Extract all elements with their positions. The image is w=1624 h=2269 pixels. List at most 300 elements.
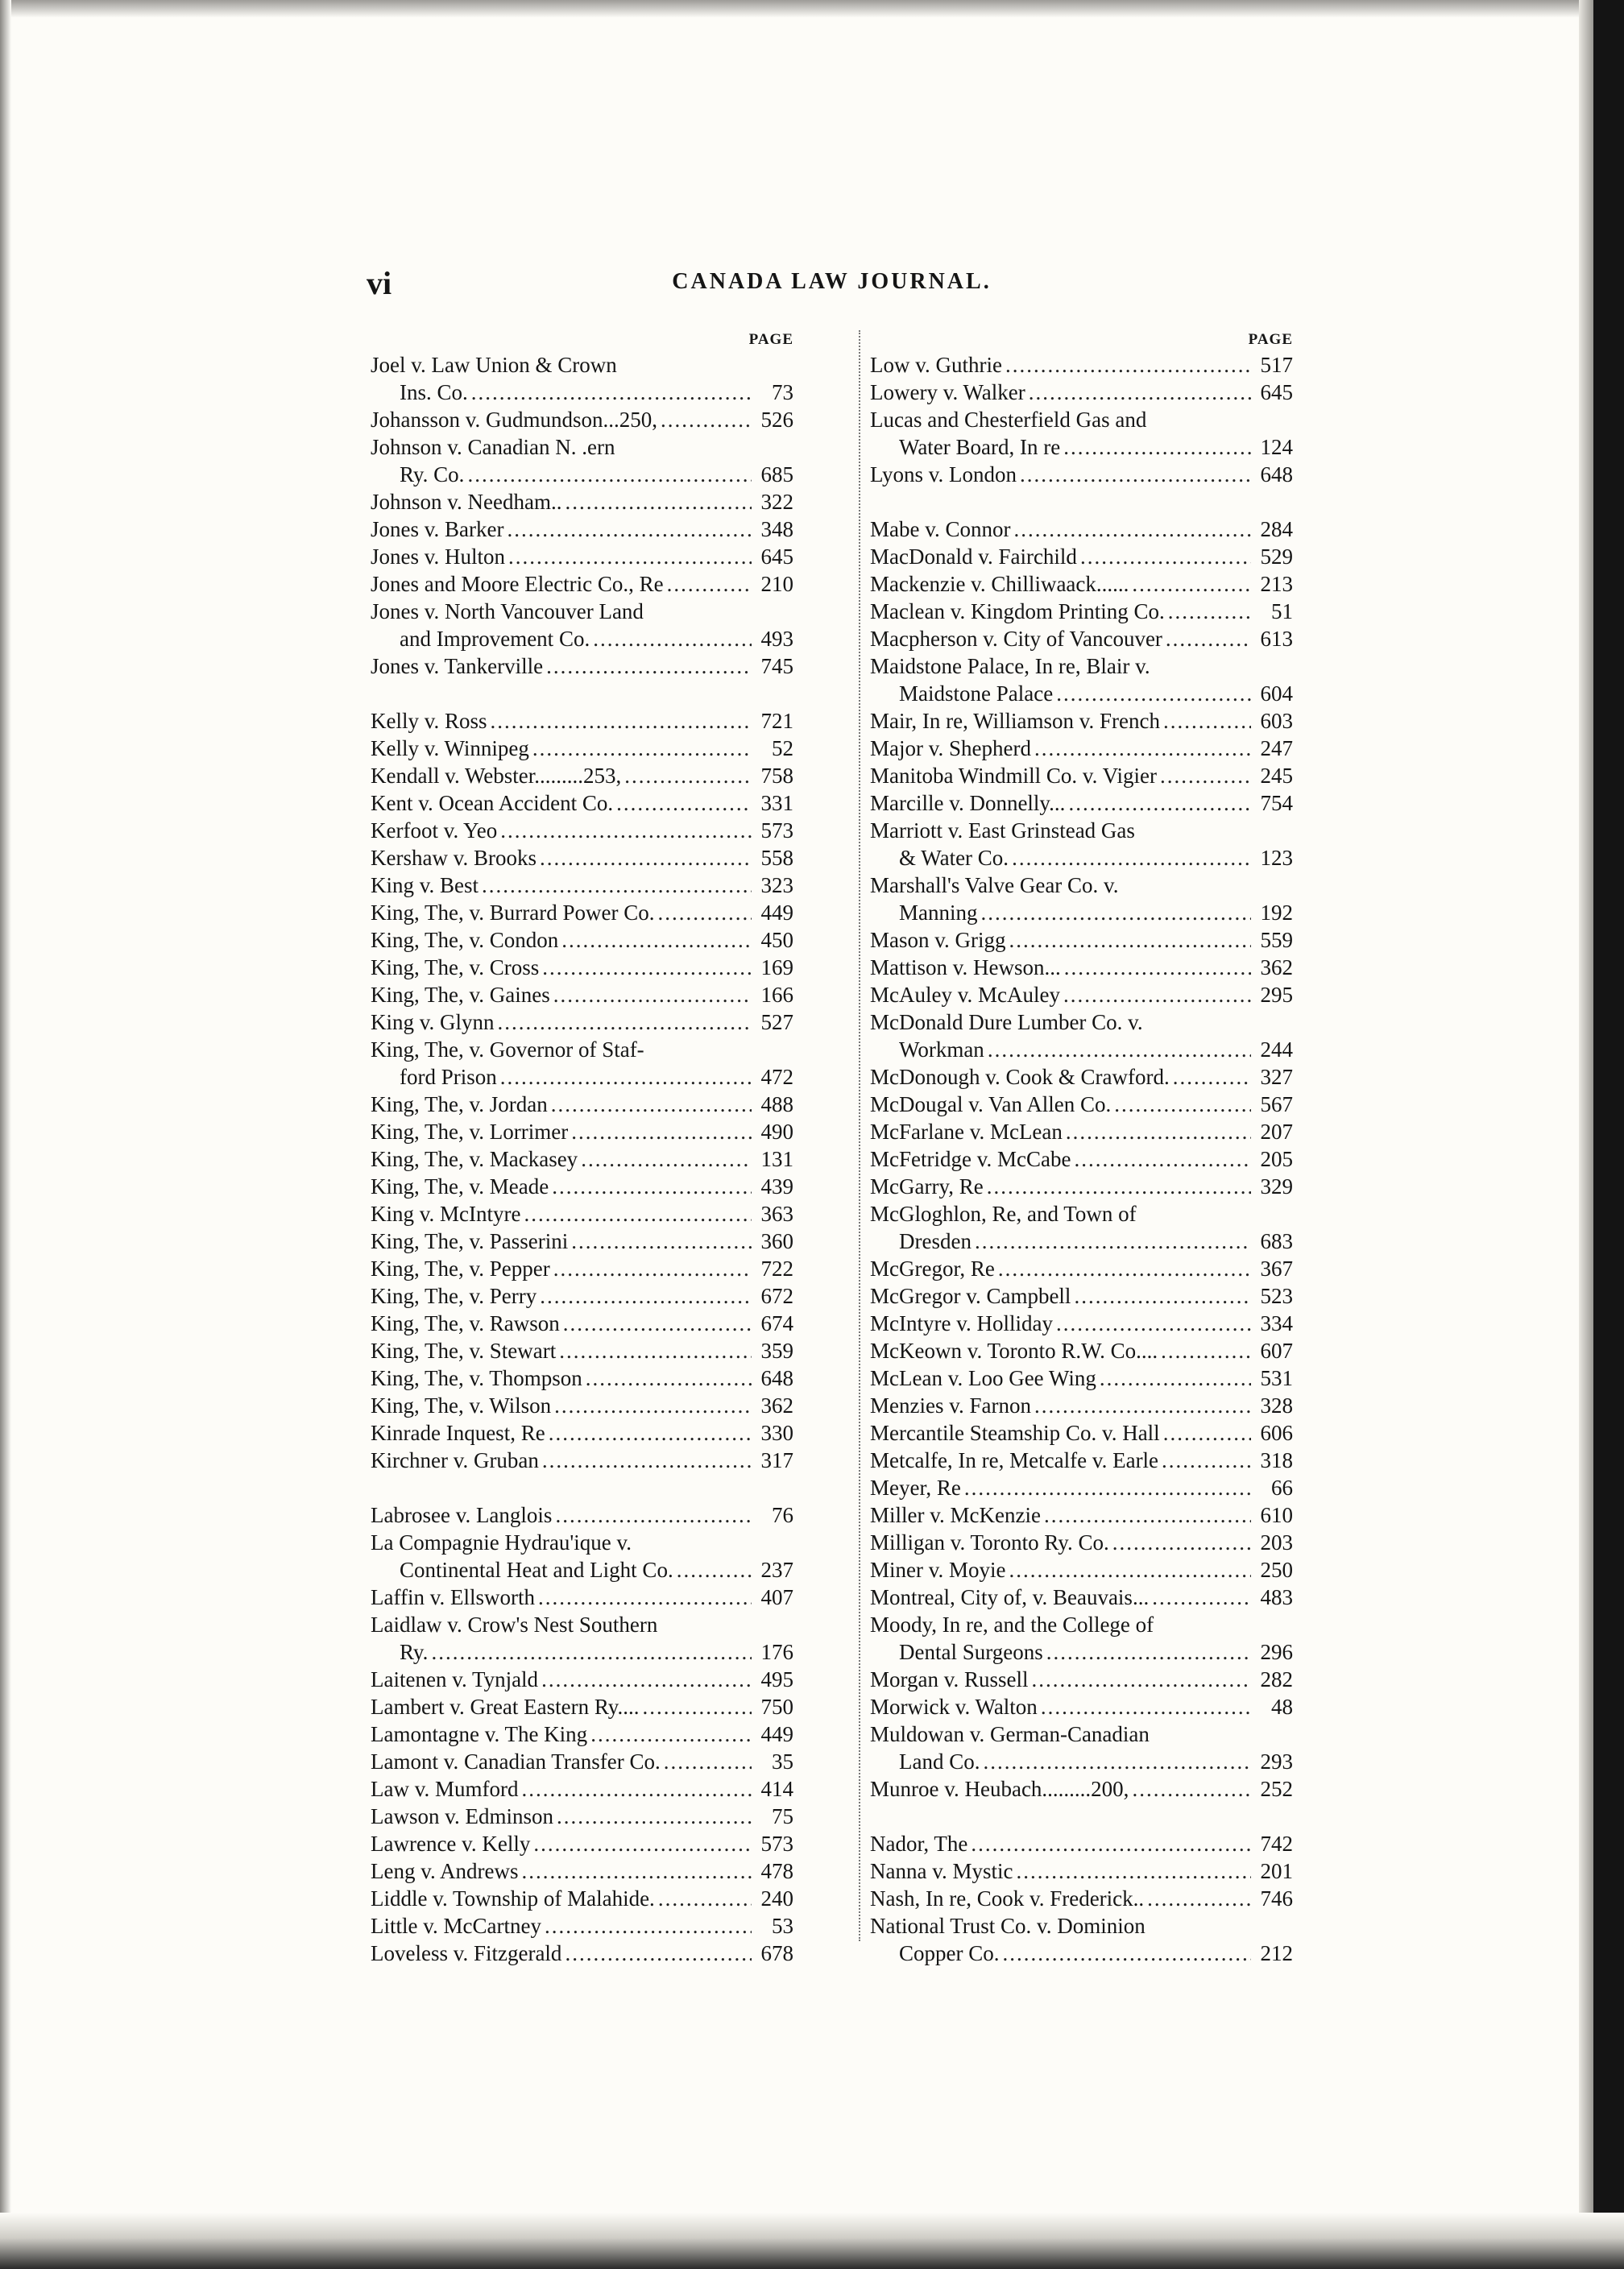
index-entry: [371, 1447, 793, 1474]
page-reference: 66: [1271, 1476, 1293, 1500]
page-reference: 490: [760, 1120, 793, 1144]
page-reference: 327: [1260, 1065, 1293, 1089]
index-entry: [870, 981, 1293, 1008]
dot-leader: [1074, 1145, 1251, 1173]
index-entry: [371, 981, 793, 1008]
case-name: Liddle v. Township of Malahide.: [371, 1886, 655, 1911]
page-reference: 529: [1260, 544, 1293, 569]
case-name: Morgan v. Russell: [870, 1667, 1029, 1691]
case-name: McGloghlon, Re, and Town of: [870, 1202, 1137, 1226]
dot-leader: [542, 1447, 752, 1474]
case-name: King, The, v. Jordan: [371, 1092, 548, 1116]
index-entry-continuation: [371, 1556, 793, 1584]
index-entry-continuation: [870, 844, 1293, 872]
case-name: Mackenzie v. Chilliwaack......: [870, 572, 1129, 596]
index-entry: [371, 488, 793, 515]
page-reference: 282: [1260, 1667, 1293, 1691]
page-reference: 363: [760, 1202, 793, 1226]
dot-leader: [431, 1638, 752, 1666]
dot-leader: [664, 1748, 752, 1775]
dot-leader: [1152, 1584, 1251, 1611]
dot-leader: [1066, 1118, 1251, 1145]
dot-leader: [657, 899, 752, 926]
dot-leader: [1009, 1556, 1251, 1584]
dot-leader: [1009, 926, 1252, 954]
dot-leader: [1041, 1693, 1251, 1720]
page-reference: 558: [760, 846, 793, 870]
index-entry: [371, 1173, 793, 1200]
index-entry: [371, 1200, 793, 1228]
dot-leader: [658, 1885, 752, 1912]
case-name: Ry.: [400, 1640, 429, 1664]
index-entry: [371, 789, 793, 817]
case-name: Law v. Mumford: [371, 1777, 519, 1801]
case-name: Jones v. Barker: [371, 517, 504, 541]
index-entry: [371, 1748, 793, 1775]
dot-leader: [1163, 707, 1251, 735]
index-entry: [371, 954, 793, 981]
dot-leader: [581, 1145, 752, 1173]
index-entry: [371, 598, 793, 625]
dot-leader: [1063, 981, 1251, 1008]
index-entry: [870, 1693, 1293, 1720]
index-entry: [371, 1364, 793, 1392]
scan-edge-top: [0, 0, 1624, 18]
case-name: Milligan v. Toronto Ry. Co.: [870, 1530, 1109, 1555]
index-entry: [870, 652, 1293, 680]
index-entry: [870, 1857, 1293, 1885]
dot-leader: [616, 789, 752, 817]
dot-leader: [571, 1118, 752, 1145]
index-entry: [371, 707, 793, 735]
case-name: King v. Best: [371, 873, 478, 897]
case-name: Jones and Moore Electric Co., Re: [371, 572, 664, 596]
dot-leader: [1005, 351, 1251, 379]
case-name: Munroe v. Heubach.........200,: [870, 1777, 1129, 1801]
index-entry-continuation: [371, 1063, 793, 1091]
index-entry: [870, 1830, 1293, 1857]
index-entry: [371, 1145, 793, 1173]
page-reference: 745: [760, 654, 793, 678]
index-entry: [870, 762, 1293, 789]
case-name: Metcalfe, In re, Metcalfe v. Earle: [870, 1448, 1159, 1472]
dot-leader: [1114, 1091, 1251, 1118]
index-entry: [371, 1091, 793, 1118]
page-reference: 348: [760, 517, 793, 541]
dot-leader: [661, 406, 752, 433]
dot-leader: [1074, 1282, 1251, 1310]
page-reference: 523: [1260, 1284, 1293, 1308]
index-entry: [870, 926, 1293, 954]
page-reference: 330: [760, 1421, 793, 1445]
case-name: King, The, v. Thompson: [371, 1366, 582, 1390]
case-name: McLean v. Loo Gee Wing: [870, 1366, 1096, 1390]
case-name: McGregor, Re: [870, 1257, 995, 1281]
dot-leader: [491, 707, 752, 735]
index-entry: [371, 1036, 793, 1063]
page-reference: 746: [1260, 1886, 1293, 1911]
page-reference: 648: [760, 1366, 793, 1390]
section-gap: [371, 1474, 793, 1501]
index-entry: [870, 735, 1293, 762]
page-reference: 742: [1260, 1832, 1293, 1856]
case-name: King, The, v. Wilson: [371, 1393, 552, 1418]
section-gap: [870, 488, 1293, 515]
dot-leader: [1020, 461, 1251, 488]
index-entry: [870, 1337, 1293, 1364]
index-entry: [870, 954, 1293, 981]
case-name: Nash, In re, Cook v. Frederick..: [870, 1886, 1145, 1911]
page-reference: 52: [772, 736, 793, 760]
index-entry: [371, 1775, 793, 1803]
page-reference: 295: [1260, 983, 1293, 1007]
page-reference: 527: [760, 1010, 793, 1034]
case-name: & Water Co.: [899, 846, 1009, 870]
page-reference: 567: [1260, 1092, 1293, 1116]
case-name: Lambert v. Great Eastern Ry....: [371, 1695, 640, 1719]
page-reference: 526: [760, 408, 793, 432]
index-entry: [371, 1912, 793, 1940]
dot-leader: [1034, 735, 1251, 762]
index-entry: [870, 789, 1293, 817]
dot-leader: [975, 1228, 1251, 1255]
dot-leader: [1132, 1775, 1251, 1803]
dot-leader: [521, 1857, 752, 1885]
dot-leader: [571, 1228, 752, 1255]
case-name: La Compagnie Hydrau'ique v.: [371, 1530, 632, 1555]
page-reference: 48: [1271, 1695, 1293, 1719]
page-reference: 495: [760, 1667, 793, 1691]
case-name: King v. Glynn: [371, 1010, 495, 1034]
index-entry-continuation: [371, 1638, 793, 1666]
dot-leader: [1029, 379, 1251, 406]
case-name: Johnson v. Canadian N. .ern: [371, 435, 615, 459]
case-name: King, The, v. Rawson: [371, 1311, 560, 1335]
index-entry-continuation: [371, 379, 793, 406]
case-name: Mattison v. Hewson...: [870, 955, 1061, 979]
page-reference: 328: [1260, 1393, 1293, 1418]
index-entry: [371, 1529, 793, 1556]
index-entry: [371, 1584, 793, 1611]
dot-leader: [471, 379, 752, 406]
index-entry: [371, 817, 793, 844]
page-reference: 250: [1260, 1558, 1293, 1582]
page-reference: 323: [760, 873, 793, 897]
index-entry: [371, 899, 793, 926]
case-name: McKeown v. Toronto R.W. Co....: [870, 1339, 1158, 1363]
case-name: Jones v. Tankerville: [371, 654, 544, 678]
dot-leader: [988, 1036, 1251, 1063]
dot-leader: [677, 1556, 752, 1584]
case-name: Marcille v. Donnelly...: [870, 791, 1066, 815]
page-reference: 331: [760, 791, 793, 815]
dot-leader: [498, 1008, 752, 1036]
page-reference: 754: [1260, 791, 1293, 815]
dot-leader: [1044, 1501, 1251, 1529]
dot-leader: [521, 1775, 752, 1803]
dot-leader: [541, 1666, 752, 1693]
entry-list-right: [870, 351, 1293, 1967]
index-entry: [371, 1310, 793, 1337]
index-entry: [870, 1447, 1293, 1474]
index-entry-continuation: [870, 1036, 1293, 1063]
case-name: Lucas and Chesterfield Gas and: [870, 408, 1147, 432]
page-reference: 449: [760, 901, 793, 925]
index-entry: [870, 1529, 1293, 1556]
index-entry-continuation: [870, 680, 1293, 707]
page-reference: 439: [760, 1174, 793, 1199]
index-entry: [371, 1720, 793, 1748]
page-reference: 203: [1260, 1530, 1293, 1555]
case-name: Muldowan v. German-Canadian: [870, 1722, 1150, 1746]
case-name: Continental Heat and Light Co.: [400, 1558, 673, 1582]
page-reference: 213: [1260, 572, 1293, 596]
case-name: Manitoba Windmill Co. v. Vigier: [870, 764, 1158, 788]
page-column-label: PAGE: [1248, 331, 1293, 348]
index-entry-continuation: [870, 899, 1293, 926]
dot-leader: [586, 1364, 752, 1392]
page-reference: 607: [1260, 1339, 1293, 1363]
index-entry-continuation: [870, 1638, 1293, 1666]
case-name: Major v. Shepherd: [870, 736, 1031, 760]
scan-edge-right: [1593, 0, 1624, 2269]
index-entry: [870, 1091, 1293, 1118]
page-reference: 758: [760, 764, 793, 788]
index-entry: [371, 570, 793, 598]
index-entry: [870, 1419, 1293, 1447]
page-reference: 176: [760, 1640, 793, 1664]
page-reference: 360: [760, 1229, 793, 1253]
page-reference: 244: [1260, 1037, 1293, 1062]
case-name: Nanna v. Mystic: [870, 1859, 1013, 1883]
case-name: Copper Co.: [899, 1941, 1000, 1965]
dot-leader: [1064, 954, 1251, 981]
case-name: Nador, The: [870, 1832, 968, 1856]
index-entry: [870, 543, 1293, 570]
dot-leader: [981, 899, 1252, 926]
case-name: Jones v. North Vancouver Land: [371, 599, 644, 623]
index-entry: [371, 351, 793, 379]
index-entry: [870, 1584, 1293, 1611]
page-header: [367, 264, 1297, 304]
dot-leader: [559, 1337, 752, 1364]
scan-edge-bottom: [0, 2213, 1624, 2269]
column-divider: [859, 330, 860, 1941]
case-name: Johansson v. Gudmundson...250,: [371, 408, 658, 432]
case-name: Laffin v. Ellsworth: [371, 1585, 535, 1609]
page-reference: 237: [760, 1558, 793, 1582]
case-name: Laitenen v. Tynjald: [371, 1667, 539, 1691]
dot-leader: [667, 570, 752, 598]
dot-leader: [542, 954, 752, 981]
case-name: Kerfoot v. Yeo: [371, 818, 498, 843]
index-entry-continuation: [870, 1748, 1293, 1775]
case-name: Lamont v. Canadian Transfer Co.: [371, 1749, 661, 1774]
page-number: vi: [367, 265, 392, 301]
page-reference: 648: [1260, 462, 1293, 487]
page-reference: 329: [1260, 1174, 1293, 1199]
page-reference: 131: [760, 1147, 793, 1171]
dot-leader: [1056, 680, 1251, 707]
index-entry: [870, 1501, 1293, 1529]
page-reference: 240: [760, 1886, 793, 1911]
page-reference: 123: [1260, 846, 1293, 870]
case-name: Kershaw v. Brooks: [371, 846, 536, 870]
page-reference: 210: [760, 572, 793, 596]
index-entry: [371, 1228, 793, 1255]
page-reference: 76: [772, 1503, 793, 1527]
dot-leader: [552, 1173, 752, 1200]
index-entry: [371, 1857, 793, 1885]
index-entry: [371, 433, 793, 461]
page-reference: 610: [1260, 1503, 1293, 1527]
index-entry-continuation: [870, 1940, 1293, 1967]
case-name: Moody, In re, and the College of: [870, 1613, 1154, 1637]
page-reference: 604: [1260, 681, 1293, 706]
page-reference: 169: [760, 955, 793, 979]
page-reference: 414: [760, 1777, 793, 1801]
index-entry: [870, 1666, 1293, 1693]
index-entry: [870, 351, 1293, 379]
dot-leader: [524, 1200, 752, 1228]
case-name: King, The, v. Stewart: [371, 1339, 557, 1363]
index-entry: [870, 598, 1293, 625]
case-name: McDougal v. Van Allen Co.: [870, 1092, 1112, 1116]
case-name: National Trust Co. v. Dominion: [870, 1914, 1146, 1938]
case-name: King, The, v. Governor of Staf-: [371, 1037, 644, 1062]
case-name: King, The, v. Gaines: [371, 983, 550, 1007]
index-entry-continuation: [870, 433, 1293, 461]
page-reference: 201: [1260, 1859, 1293, 1883]
page-reference: 252: [1260, 1777, 1293, 1801]
page-reference: 322: [760, 490, 793, 514]
page-reference: 573: [760, 818, 793, 843]
dot-leader: [1160, 762, 1251, 789]
dot-leader: [533, 1830, 752, 1857]
case-name: MacDonald v. Fairchild: [870, 544, 1077, 569]
dot-leader: [1162, 1447, 1251, 1474]
page-reference: 488: [760, 1092, 793, 1116]
index-entry: [371, 1392, 793, 1419]
page-reference: 205: [1260, 1147, 1293, 1171]
index-entry: [371, 406, 793, 433]
page-reference: 247: [1260, 736, 1293, 760]
case-name: Dresden: [899, 1229, 972, 1253]
case-name: McFetridge v. McCabe: [870, 1147, 1071, 1171]
journal-title: CANADA LAW JOURNAL.: [672, 269, 992, 294]
case-name: King, The, v. Condon: [371, 928, 559, 952]
case-name: Mason v. Grigg: [870, 928, 1006, 952]
dot-leader: [482, 872, 752, 899]
dot-leader: [554, 1392, 752, 1419]
dot-leader: [553, 981, 752, 1008]
index-entry-continuation: [371, 625, 793, 652]
index-entry: [371, 762, 793, 789]
dot-leader: [555, 1501, 752, 1529]
case-name: Low v. Guthrie: [870, 353, 1002, 377]
index-entry: [870, 1885, 1293, 1912]
dot-leader: [508, 543, 752, 570]
case-name: McDonald Dure Lumber Co. v.: [870, 1010, 1143, 1034]
index-entry: [870, 1255, 1293, 1282]
case-name: Jones v. Hulton: [371, 544, 505, 569]
case-name: Mair, In re, Williamson v. French: [870, 709, 1161, 733]
page-reference: 449: [760, 1722, 793, 1746]
dot-leader: [1173, 1063, 1251, 1091]
dot-leader: [553, 1255, 752, 1282]
case-name: Macpherson v. City of Vancouver: [870, 627, 1162, 651]
page-reference: 334: [1260, 1311, 1293, 1335]
index-entry: [371, 926, 793, 954]
index-entry: [870, 817, 1293, 844]
case-name: Marriott v. East Grinstead Gas: [870, 818, 1135, 843]
case-name: Laidlaw v. Crow's Nest Southern: [371, 1613, 658, 1637]
page-reference: 645: [1260, 380, 1293, 404]
case-name: and Improvement Co.: [400, 627, 590, 651]
page-reference: 683: [1260, 1229, 1293, 1253]
index-entry: [870, 872, 1293, 899]
case-name: McFarlane v. McLean: [870, 1120, 1063, 1144]
dot-leader: [1032, 1666, 1251, 1693]
index-entry: [870, 379, 1293, 406]
page-reference: 721: [760, 709, 793, 733]
case-name: King, The, v. Meade: [371, 1174, 549, 1199]
section-gap: [870, 1803, 1293, 1830]
page-reference: 245: [1260, 764, 1293, 788]
case-name: Maclean v. Kingdom Printing Co.: [870, 599, 1165, 623]
index-entry: [870, 1912, 1293, 1940]
index-entry: [870, 625, 1293, 652]
dot-leader: [1046, 1638, 1251, 1666]
index-entry-continuation: [870, 1228, 1293, 1255]
page-reference: 166: [760, 983, 793, 1007]
case-name: Kirchner v. Gruban: [371, 1448, 539, 1472]
dot-leader: [1163, 1419, 1251, 1447]
page-reference: 367: [1260, 1257, 1293, 1281]
case-name: ford Prison: [400, 1065, 497, 1089]
page-reference: 672: [760, 1284, 793, 1308]
case-name: Kelly v. Winnipeg: [371, 736, 529, 760]
case-name: Ins. Co.: [400, 380, 468, 404]
dot-leader: [984, 1748, 1252, 1775]
page-column-label: PAGE: [748, 331, 793, 348]
index-column-right: [870, 330, 1293, 1967]
page-reference: 603: [1260, 709, 1293, 733]
page-reference: 531: [1260, 1366, 1293, 1390]
case-name: Dental Surgeons: [899, 1640, 1043, 1664]
index-entry: [870, 1364, 1293, 1392]
dot-leader: [1013, 515, 1251, 543]
index-entry: [870, 1118, 1293, 1145]
page-reference: 478: [760, 1859, 793, 1883]
dot-leader: [500, 817, 752, 844]
case-name: King, The, v. Perry: [371, 1284, 537, 1308]
case-name: Kelly v. Ross: [371, 709, 487, 733]
index-entry: [371, 1337, 793, 1364]
index-entry: [371, 1255, 793, 1282]
dot-leader: [1016, 1857, 1251, 1885]
case-name: Johnson v. Needham..: [371, 490, 562, 514]
dot-leader: [540, 844, 752, 872]
case-name: Land Co.: [899, 1749, 980, 1774]
page-reference: 685: [760, 462, 793, 487]
index-entry: [371, 1830, 793, 1857]
dot-leader: [1003, 1940, 1252, 1967]
dot-leader: [1112, 1529, 1251, 1556]
index-entry: [870, 1063, 1293, 1091]
index-entry: [371, 543, 793, 570]
page-reference: 606: [1260, 1421, 1293, 1445]
